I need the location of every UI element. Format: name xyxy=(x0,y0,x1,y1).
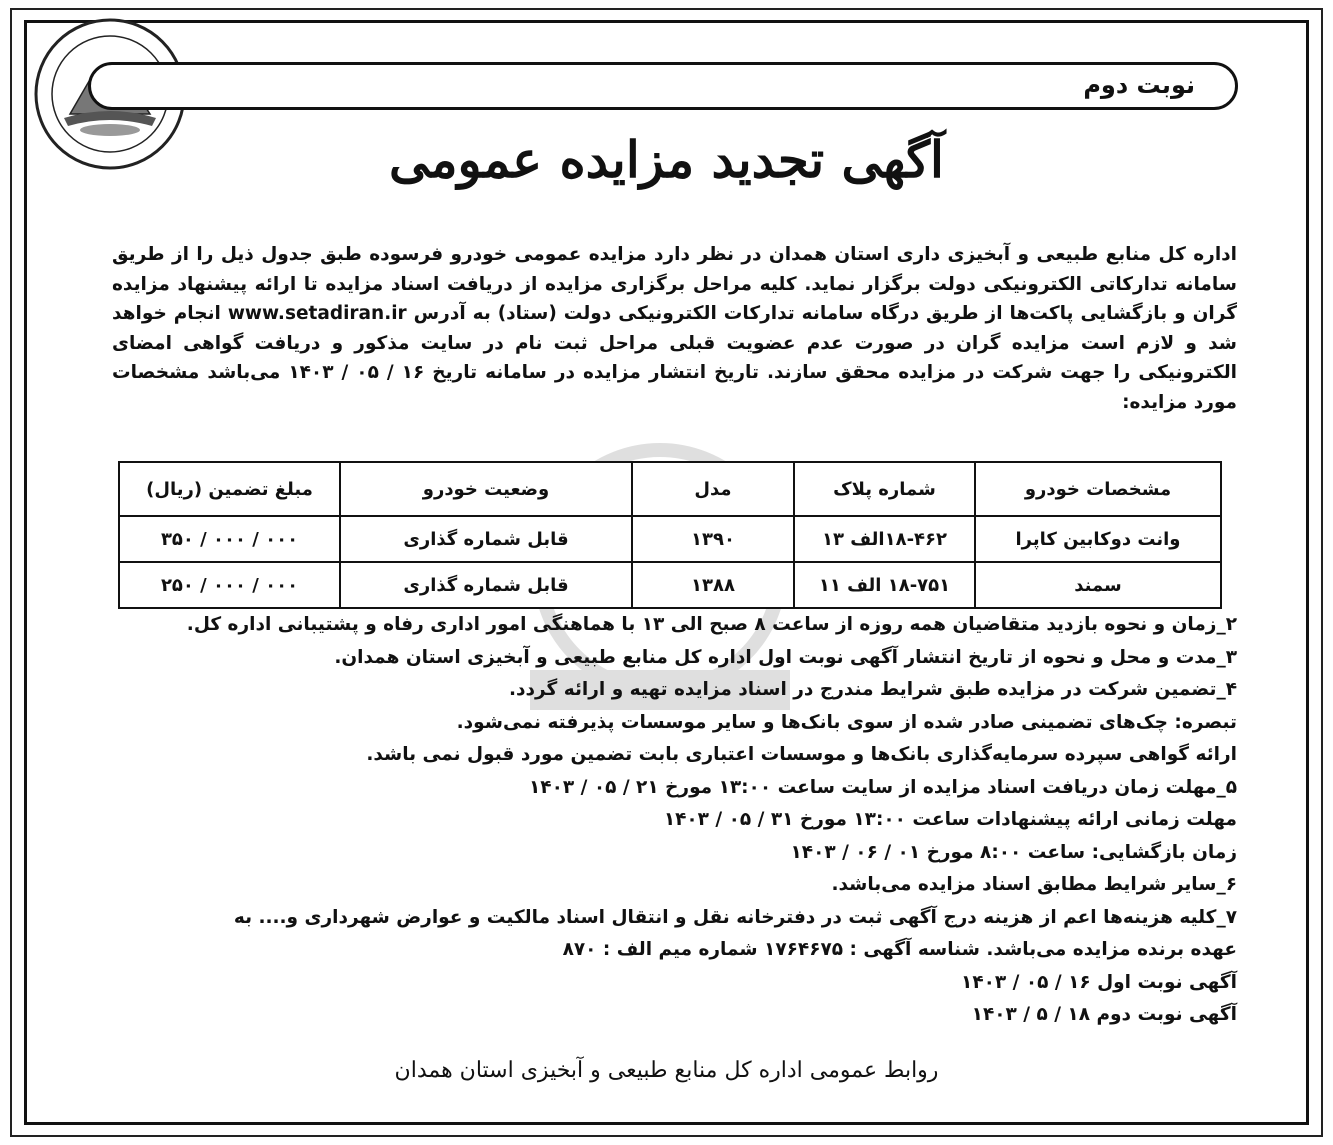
list-item: مهلت زمانی ارائه پیشنهادات ساعت ۱۳:۰۰ مورخ ۳۱ / ۰۵ / ۱۴۰۳ xyxy=(663,809,1237,830)
table-header-row xyxy=(119,462,1221,516)
table-row xyxy=(119,562,1221,608)
list-item: ارائه گواهی سپرده سرمایه‌گذاری بانک‌ها و موسسات اعتباری بابت تضمین مورد قبول نمی باشد. xyxy=(366,744,1237,765)
table-row xyxy=(119,516,1221,562)
cell-model: ۱۳۹۰ xyxy=(632,516,794,562)
list-item: ۳_مدت و محل و نحوه از تاریخ انتشار آگهی نوبت اول اداره کل منابع طبیعی و آبخیزی استان همدان. xyxy=(334,646,1237,668)
list-item: تبصره: چک‌های تضمینی صادر شده از سوی بانک‌ها و سایر موسسات پذیرفته نمی‌شود. xyxy=(456,711,1237,733)
page-title: آگهی تجدید مزایده عمومی xyxy=(389,130,944,189)
list-item: ۵_مهلت زمان دریافت اسناد مزایده از سایت ساعت ۱۳:۰۰ مورخ ۲۱ / ۰۵ / ۱۴۰۳ xyxy=(529,776,1237,798)
header-vehicle-spec: مشخصات خودرو xyxy=(975,462,1221,516)
round-banner xyxy=(88,62,1238,110)
cell-vehicle-spec: وانت دوکابین کاپرا xyxy=(975,516,1221,562)
cell-guarantee-amount: ۰۰۰ / ۰۰۰ / ۲۵۰ xyxy=(119,562,340,608)
cell-vehicle-status: قابل شماره گذاری xyxy=(340,562,632,608)
list-item: ۷_کلیه هزینه‌ها اعم از هزینه درج آگهی ثبت در دفترخانه نقل و انتقال اسناد مالکیت و عوارض شهرداری و.... به xyxy=(233,906,1237,928)
header-guarantee-amount: مبلغ تضمین (ریال) xyxy=(119,462,340,516)
list-item: ۴_تضمین شرکت در مزایده طبق شرایط مندرج در اسناد مزایده تهیه و ارائه گردد. xyxy=(509,679,1237,700)
header-plate-number: شماره پلاک xyxy=(794,462,975,516)
list-item: زمان بازگشایی: ساعت ۸:۰۰ مورخ ۰۱ / ۰۶ / ۱۴۰۳ xyxy=(790,841,1237,863)
list-item: ۲_زمان و نحوه بازدید متقاضیان همه روزه از ساعت ۸ صبح الی ۱۳ با هماهنگی امور اداری رفاه و پشتیبانی اداره کل. xyxy=(186,614,1237,635)
header-vehicle-status: وضعیت خودرو xyxy=(340,462,632,516)
cell-model: ۱۳۸۸ xyxy=(632,562,794,608)
header-model: مدل xyxy=(632,462,794,516)
cell-guarantee-amount: ۰۰۰ / ۰۰۰ / ۳۵۰ xyxy=(119,516,340,562)
conditions-list xyxy=(96,609,1237,1032)
cell-vehicle-spec: سمند xyxy=(975,562,1221,608)
intro-paragraph: اداره کل منابع طبیعی و آبخیزی داری استان همدان در نظر دارد مزایده عمومی خودرو فرسوده طبق جدول ذیل را از طریق سامانه تدارکاتی الکترونیکی دولت برگزار نماید. کلیه مراحل برگزاری مزایده از دریافت اسناد مزایده تا ارائه پیشنهاد مزایده گران و بازگشایی پاکت‌ها از طریق درگاه سامانه تدارکات الکترونیکی دولت (ستاد) به آدرس www.setadiran.ir انجام خواهد شد و لازم است مزایده گران در صورت عدم عضویت قبلی مراحل ثبت نام در سایت مذکور و دریافت گواهی امضای الکترونیکی را جهت شرکت در مزایده محقق سازند. تاریخ انتشار مزایده در سامانه تاریخ ۱۶ / ۰۵ / ۱۴۰۳ می‌باشد مشخصات مورد مزایده: xyxy=(112,244,1237,413)
round-label: نوبت دوم xyxy=(1083,71,1195,99)
cell-plate-number: ۱۸-۷۵۱ الف ۱۱ xyxy=(794,562,975,608)
list-item: آگهی نوبت اول ۱۶ / ۰۵ / ۱۴۰۳ xyxy=(961,971,1237,993)
cell-plate-number: ۱۸-۴۶۲الف ۱۳ xyxy=(794,516,975,562)
cell-vehicle-status: قابل شماره گذاری xyxy=(340,516,632,562)
list-item: آگهی نوبت دوم ۱۸ / ۵ / ۱۴۰۳ xyxy=(971,1004,1237,1025)
list-item: ۶_سایر شرایط مطابق اسناد مزایده می‌باشد. xyxy=(831,874,1237,895)
intro-section xyxy=(112,240,1237,417)
vehicles-table xyxy=(118,461,1222,609)
list-item: عهده برنده مزایده می‌باشد. شناسه آگهی : ۱۷۶۴۶۷۵ شماره میم الف : ۸۷۰ xyxy=(562,939,1237,960)
footer-signature: روابط عمومی اداره کل منابع طبیعی و آبخیزی استان همدان xyxy=(394,1058,939,1083)
